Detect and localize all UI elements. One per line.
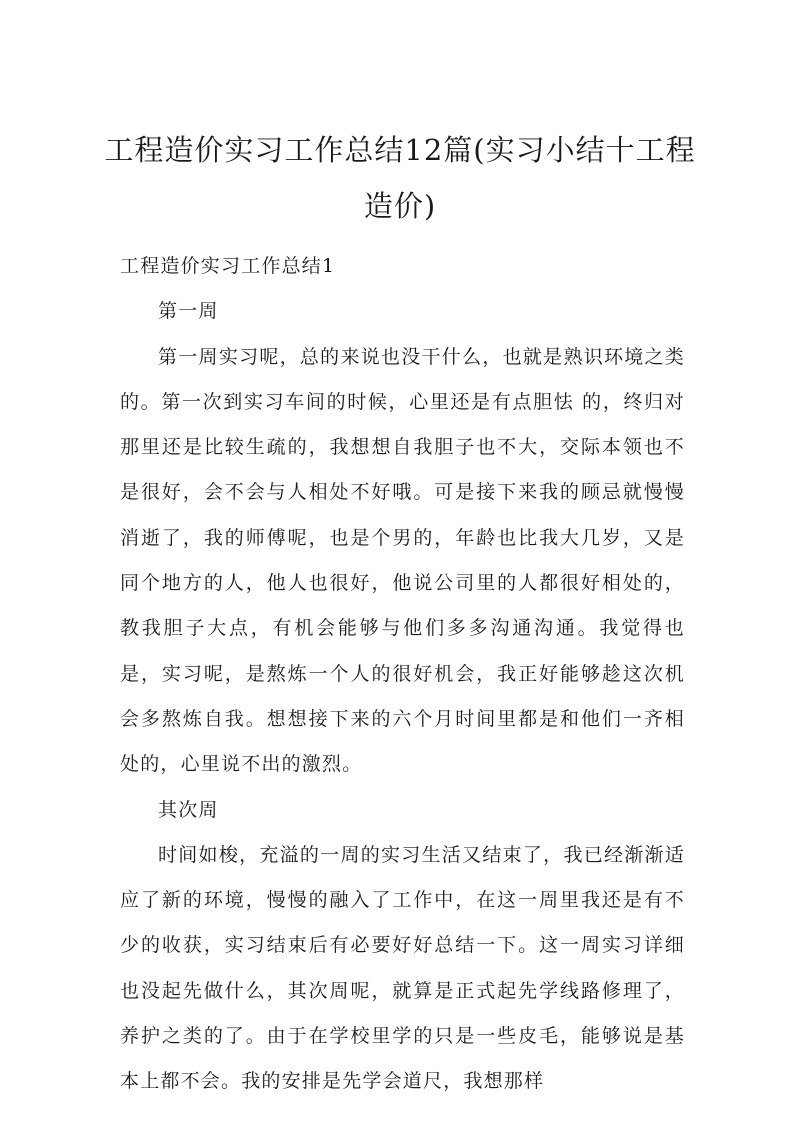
document-body xyxy=(120,244,685,1105)
week2-paragraph: 时间如梭，充溢的一周的实习生活又结束了，我已经渐渐适应了新的环境，慢慢的融入了工作中，在这一周里我还是有不少的收获，实习结束后有必要好好总结一下。这一周实习详细也没起先做什么，其次周呢，就算是正式起先学线路修理了，养护之类的了。由于在学校里学的只是一些皮毛，能够说是基本上都不会。我的安排是先学会道尺，我想那样 xyxy=(120,843,685,1093)
week1-label: 第一周 xyxy=(158,300,219,323)
week2-label: 其次周 xyxy=(158,798,219,821)
section-heading: 工程造价实习工作总结1 xyxy=(120,255,336,277)
week1-paragraph: 第一周实习呢，总的来说也没干什么，也就是熟识环境之类的。第一次到实习车间的时候，心里还是有点胆怯 的，终归对那里还是比较生疏的，我想想自我胆子也不大，交际本领也不是很好，会不会与人相处不好哦。可是接下来我的顾忌就慢慢消逝了，我的师傅呢，也是个男的，年龄也比我大几岁，又是同个地方的人，他人也很好，他说公司里的人都很好相处的，教我胆子大点，有机会能够与他们多多沟通沟通。我觉得也是，实习呢，是熬炼一个人的很好机会，我正好能够趁这次机会多熬炼自我。想想接下来的六个月时间里都是和他们一齐相处的，心里说不出的激烈。 xyxy=(120,345,685,776)
document-title: 工程造价实习工作总结12篇(实习小结十工程造价) xyxy=(104,133,696,223)
